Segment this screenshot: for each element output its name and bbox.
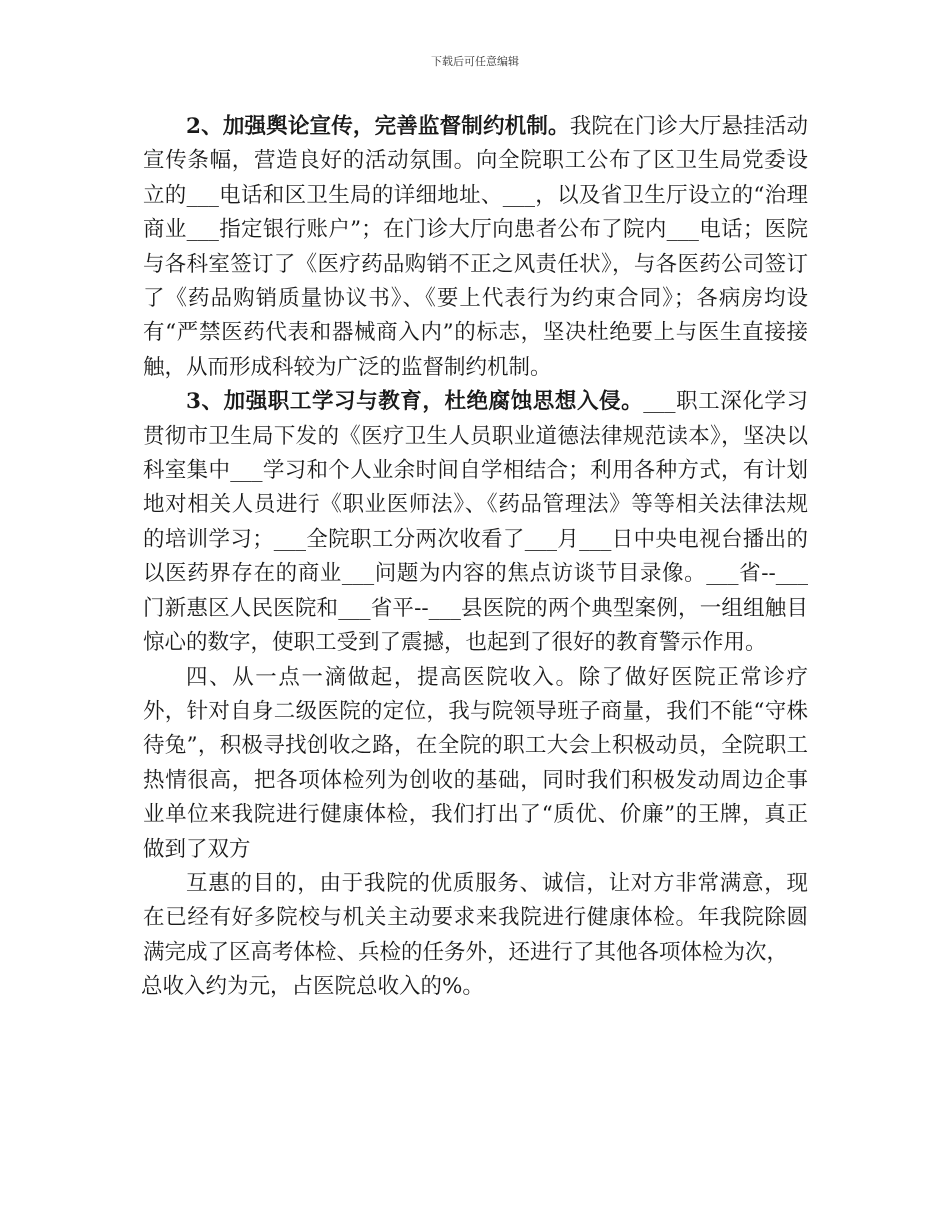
document-body — [143, 110, 808, 1005]
paragraph-text: ___职工深化学习贯彻市卫生局下发的《医疗卫生人员职业道德法律规范读本》，坚决以科室集中___学习和个人业余时间自学相结合；利用各种方式，有计划地对相关人员进行《职业医师法》、《药品管理法》等等相关法律法规的培训学习；___全院职工分两次收看了___月___日中央电视台播出的以医药界存在的商业___问题为内容的焦点访谈节目录像。___省--___门新惠区人民医院和___省平--___县医院的两个典型案例，一组组触目惊心的数字，使职工受到了震撼，也起到了很好的教育警示作用。 — [143, 389, 808, 656]
paragraph-increase-income — [143, 661, 808, 867]
paragraph-heading: 3、加强职工学习与教育，杜绝腐蚀思想入侵。 — [186, 389, 644, 415]
paragraph-text: 我院在门诊大厅悬挂活动宣传条幅，营造良好的活动氛围。向全院职工公布了区卫生局党委设立的___电话和区卫生局的详细地址、___，以及省卫生厅设立的“治理商业___指定银行账户”；在门诊大厅向患者公布了院内___电话；医院与各科室签订了《医疗药品购销不正之风责任状》，与各医药公司签订了《药品购销质量协议书》、《要上代表行为约束合同》；各病房均设有“严禁医药代表和器械商入内”的标志，坚决杜绝要上与医生直接接触，从而形成科较为广泛的监督制约机制。 — [143, 114, 808, 380]
paragraph-publicity-supervision — [143, 110, 808, 385]
paragraph-text: 互惠的目的，由于我院的优质服务、诚信，让对方非常满意，现在已经有好多院校与机关主动要求来我院进行健康体检。年我院除圆满完成了区高考体检、兵检的任务外，还进行了其他各项体检为次， — [143, 870, 808, 965]
paragraph-staff-education — [143, 385, 808, 660]
page-header: 下载后可任意编辑 — [431, 55, 519, 68]
paragraph-text: 四、从一点一滴做起，提高医院收入。除了做好医院正常诊疗外，针对自身二级医院的定位，我与院领导班子商量，我们不能“守株待兔”，积极寻找创收之路，在全院的职工大会上积极动员，全院职工热情很高，把各项体检列为创收的基础，同时我们积极发动周边企事业单位来我院进行健康体检，我们打出了“质优、价廉”的王牌，真正做到了双方 — [143, 664, 808, 862]
paragraph-mutual-benefit — [143, 867, 808, 1005]
paragraph-tail-line: 总收入约为元，占医院总收入的%。 — [141, 974, 484, 1000]
paragraph-heading: 2、加强舆论宣传，完善监督制约机制。 — [186, 114, 570, 139]
